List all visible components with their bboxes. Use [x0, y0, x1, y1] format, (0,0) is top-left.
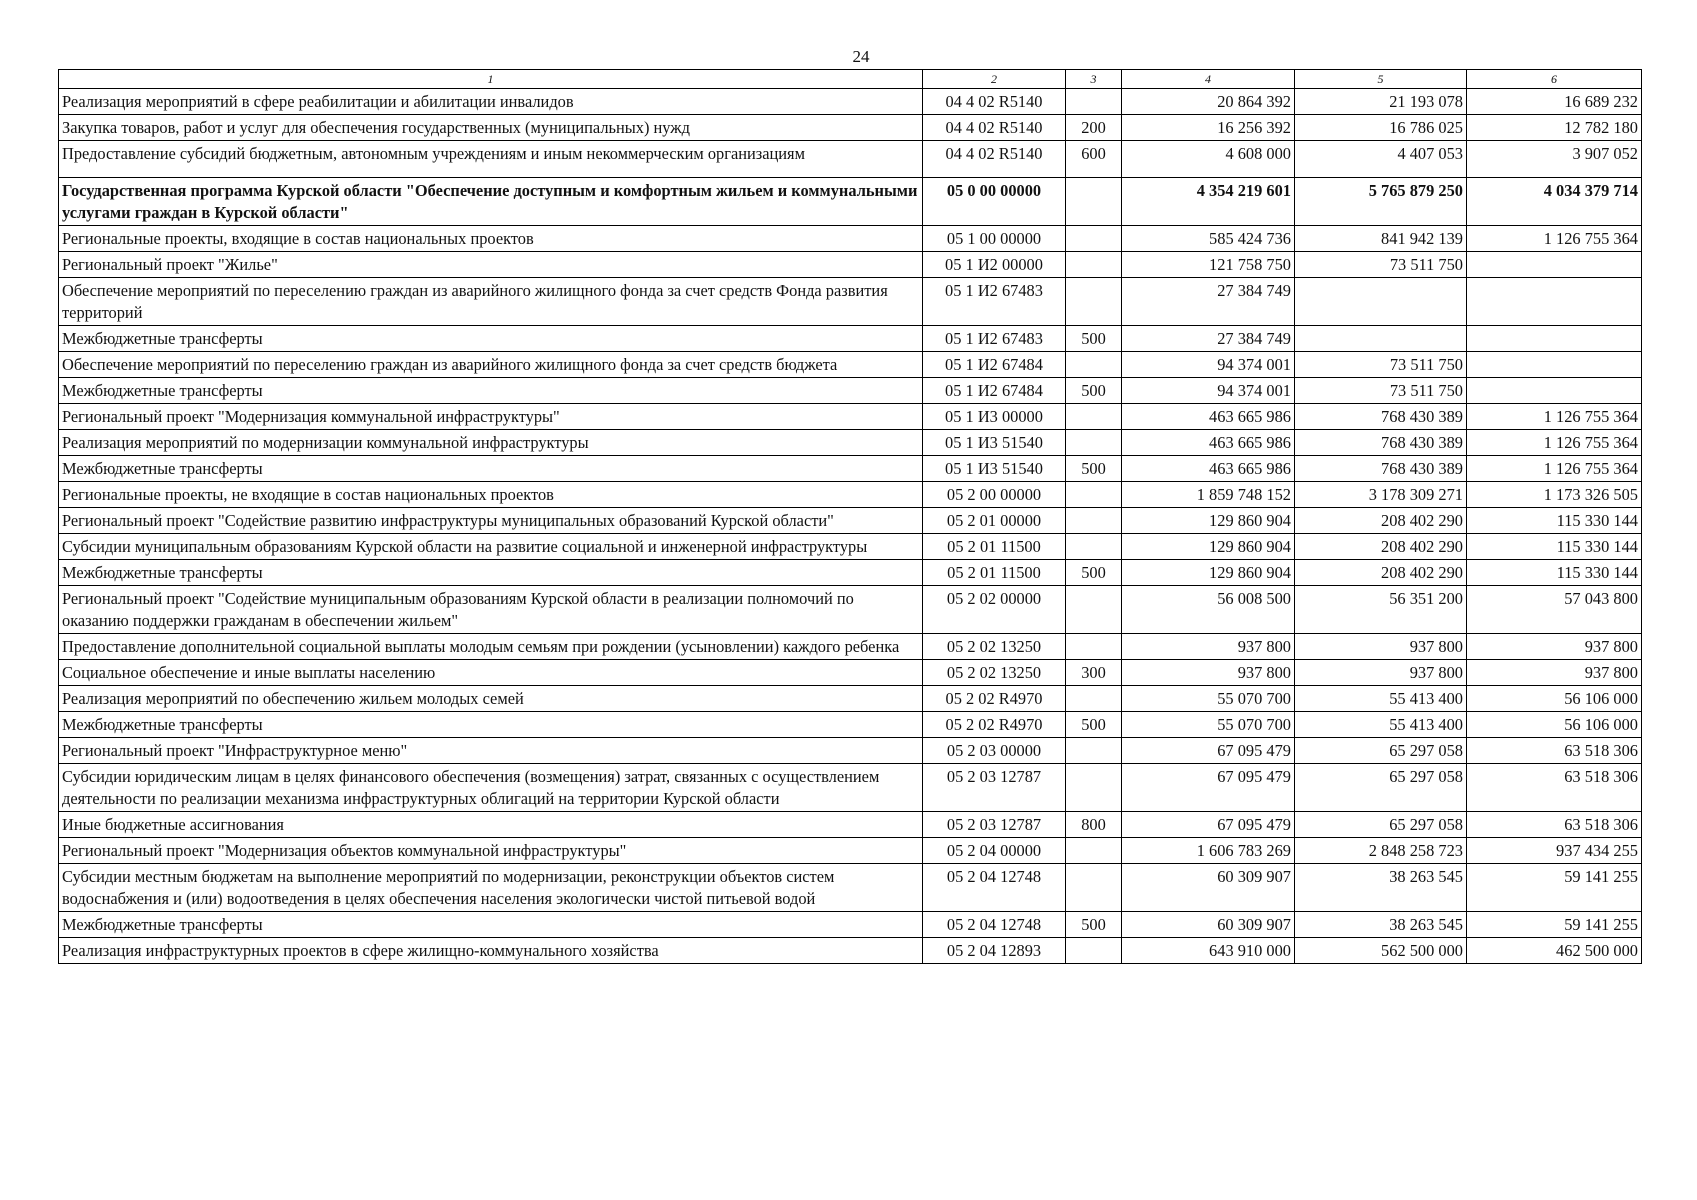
row-name-cell: Закупка товаров, работ и услуг для обеспечения государственных (муниципальных) нужд	[59, 115, 923, 141]
row-expense-type-cell: 500	[1066, 378, 1122, 404]
row-code-cell: 05 2 02 00000	[923, 586, 1066, 634]
table-row	[59, 430, 1642, 456]
row-expense-type-cell: 800	[1066, 812, 1122, 838]
column-number: 1	[59, 70, 923, 89]
row-amount-year2-cell	[1295, 326, 1467, 352]
column-number: 3	[1066, 70, 1122, 89]
row-code-cell: 05 1 И2 67484	[923, 352, 1066, 378]
row-amount-year2-cell: 73 511 750	[1295, 378, 1467, 404]
row-expense-type-cell: 300	[1066, 660, 1122, 686]
row-expense-type-cell	[1066, 864, 1122, 912]
row-code-cell: 05 2 04 12748	[923, 912, 1066, 938]
row-code-cell: 05 2 01 11500	[923, 534, 1066, 560]
row-amount-year2-cell: 208 402 290	[1295, 560, 1467, 586]
row-expense-type-cell	[1066, 508, 1122, 534]
row-amount-year2-cell: 65 297 058	[1295, 738, 1467, 764]
column-number-row	[59, 70, 1642, 89]
row-name-cell: Реализация мероприятий в сфере реабилитации и абилитации инвалидов	[59, 89, 923, 115]
table-row	[59, 456, 1642, 482]
table-row	[59, 764, 1642, 812]
row-amount-year1-cell: 55 070 700	[1122, 712, 1295, 738]
row-amount-year3-cell: 115 330 144	[1467, 534, 1642, 560]
row-amount-year1-cell: 585 424 736	[1122, 226, 1295, 252]
row-expense-type-cell	[1066, 686, 1122, 712]
row-name-cell: Обеспечение мероприятий по переселению граждан из аварийного жилищного фонда за счет средств Фонда развития территорий	[59, 278, 923, 326]
row-expense-type-cell	[1066, 482, 1122, 508]
row-name-cell: Региональные проекты, входящие в состав национальных проектов	[59, 226, 923, 252]
row-expense-type-cell	[1066, 404, 1122, 430]
row-amount-year2-cell: 5 765 879 250	[1295, 178, 1467, 226]
row-amount-year2-cell: 208 402 290	[1295, 508, 1467, 534]
row-code-cell: 05 2 02 13250	[923, 660, 1066, 686]
row-amount-year1-cell: 129 860 904	[1122, 560, 1295, 586]
row-expense-type-cell	[1066, 252, 1122, 278]
row-expense-type-cell: 500	[1066, 712, 1122, 738]
row-amount-year2-cell: 937 800	[1295, 634, 1467, 660]
row-amount-year3-cell: 16 689 232	[1467, 89, 1642, 115]
row-name-cell: Реализация мероприятий по модернизации коммунальной инфраструктуры	[59, 430, 923, 456]
table-row	[59, 404, 1642, 430]
row-amount-year2-cell: 38 263 545	[1295, 912, 1467, 938]
row-code-cell: 05 2 02 R4970	[923, 712, 1066, 738]
table-row	[59, 586, 1642, 634]
row-name-cell: Межбюджетные трансферты	[59, 326, 923, 352]
row-amount-year2-cell: 562 500 000	[1295, 938, 1467, 964]
row-expense-type-cell	[1066, 634, 1122, 660]
table-row	[59, 482, 1642, 508]
row-expense-type-cell	[1066, 226, 1122, 252]
table-row	[59, 738, 1642, 764]
row-expense-type-cell	[1066, 352, 1122, 378]
table-row	[59, 812, 1642, 838]
row-name-cell: Региональный проект "Модернизация объектов коммунальной инфраструктуры"	[59, 838, 923, 864]
row-amount-year2-cell: 21 193 078	[1295, 89, 1467, 115]
row-amount-year1-cell: 67 095 479	[1122, 764, 1295, 812]
row-amount-year2-cell: 937 800	[1295, 660, 1467, 686]
table-row	[59, 378, 1642, 404]
row-expense-type-cell	[1066, 178, 1122, 226]
table-row	[59, 838, 1642, 864]
row-amount-year3-cell: 63 518 306	[1467, 764, 1642, 812]
row-expense-type-cell	[1066, 738, 1122, 764]
row-amount-year1-cell: 463 665 986	[1122, 456, 1295, 482]
row-amount-year3-cell	[1467, 326, 1642, 352]
row-amount-year1-cell: 67 095 479	[1122, 738, 1295, 764]
row-amount-year3-cell	[1467, 352, 1642, 378]
row-amount-year1-cell: 27 384 749	[1122, 326, 1295, 352]
row-code-cell: 05 0 00 00000	[923, 178, 1066, 226]
table-row	[59, 660, 1642, 686]
row-amount-year1-cell: 463 665 986	[1122, 430, 1295, 456]
row-amount-year1-cell: 937 800	[1122, 660, 1295, 686]
row-amount-year2-cell: 2 848 258 723	[1295, 838, 1467, 864]
row-amount-year1-cell: 643 910 000	[1122, 938, 1295, 964]
table-row	[59, 326, 1642, 352]
row-code-cell: 05 2 03 12787	[923, 764, 1066, 812]
row-amount-year2-cell: 73 511 750	[1295, 252, 1467, 278]
row-amount-year3-cell: 937 434 255	[1467, 838, 1642, 864]
row-expense-type-cell: 200	[1066, 115, 1122, 141]
row-name-cell: Реализация инфраструктурных проектов в сфере жилищно-коммунального хозяйства	[59, 938, 923, 964]
row-amount-year1-cell: 94 374 001	[1122, 352, 1295, 378]
row-expense-type-cell	[1066, 89, 1122, 115]
row-amount-year2-cell: 16 786 025	[1295, 115, 1467, 141]
row-name-cell: Межбюджетные трансферты	[59, 712, 923, 738]
row-amount-year1-cell: 129 860 904	[1122, 534, 1295, 560]
row-amount-year1-cell: 1 859 748 152	[1122, 482, 1295, 508]
row-name-cell: Социальное обеспечение и иные выплаты населению	[59, 660, 923, 686]
row-expense-type-cell: 600	[1066, 141, 1122, 178]
row-name-cell: Региональный проект "Инфраструктурное меню"	[59, 738, 923, 764]
row-amount-year3-cell: 12 782 180	[1467, 115, 1642, 141]
row-amount-year2-cell	[1295, 278, 1467, 326]
row-code-cell: 05 1 И2 67483	[923, 326, 1066, 352]
page-number: 24	[852, 47, 870, 66]
row-amount-year3-cell: 937 800	[1467, 634, 1642, 660]
row-code-cell: 05 1 И2 67483	[923, 278, 1066, 326]
row-amount-year3-cell: 1 173 326 505	[1467, 482, 1642, 508]
row-amount-year2-cell: 768 430 389	[1295, 404, 1467, 430]
row-amount-year2-cell: 841 942 139	[1295, 226, 1467, 252]
row-amount-year2-cell: 55 413 400	[1295, 686, 1467, 712]
row-expense-type-cell	[1066, 278, 1122, 326]
row-expense-type-cell	[1066, 838, 1122, 864]
row-amount-year1-cell: 94 374 001	[1122, 378, 1295, 404]
row-amount-year2-cell: 65 297 058	[1295, 764, 1467, 812]
row-amount-year3-cell	[1467, 278, 1642, 326]
row-name-cell: Обеспечение мероприятий по переселению граждан из аварийного жилищного фонда за счет средств бюджета	[59, 352, 923, 378]
row-code-cell: 05 2 02 R4970	[923, 686, 1066, 712]
row-amount-year2-cell: 4 407 053	[1295, 141, 1467, 178]
row-amount-year1-cell: 27 384 749	[1122, 278, 1295, 326]
row-code-cell: 05 1 И3 51540	[923, 456, 1066, 482]
row-name-cell: Межбюджетные трансферты	[59, 378, 923, 404]
row-amount-year1-cell: 4 608 000	[1122, 141, 1295, 178]
row-name-cell: Региональный проект "Содействие муниципальным образованиям Курской области в реализации полномочий по оказанию поддержки гражданам в обеспечении жильем"	[59, 586, 923, 634]
column-number: 2	[923, 70, 1066, 89]
row-amount-year1-cell: 60 309 907	[1122, 864, 1295, 912]
row-amount-year1-cell: 129 860 904	[1122, 508, 1295, 534]
row-code-cell: 05 2 03 00000	[923, 738, 1066, 764]
row-amount-year3-cell: 1 126 755 364	[1467, 456, 1642, 482]
row-amount-year2-cell: 38 263 545	[1295, 864, 1467, 912]
table-row	[59, 864, 1642, 912]
table-row	[59, 352, 1642, 378]
row-amount-year3-cell: 937 800	[1467, 660, 1642, 686]
row-amount-year3-cell: 56 106 000	[1467, 712, 1642, 738]
row-expense-type-cell: 500	[1066, 912, 1122, 938]
row-amount-year1-cell: 463 665 986	[1122, 404, 1295, 430]
table-row	[59, 178, 1642, 226]
row-code-cell: 05 1 00 00000	[923, 226, 1066, 252]
table-row	[59, 560, 1642, 586]
row-code-cell: 05 2 02 13250	[923, 634, 1066, 660]
table-row	[59, 115, 1642, 141]
row-name-cell: Предоставление дополнительной социальной выплаты молодым семьям при рождении (усыновлении) каждого ребенка	[59, 634, 923, 660]
row-amount-year1-cell: 16 256 392	[1122, 115, 1295, 141]
row-amount-year2-cell: 55 413 400	[1295, 712, 1467, 738]
row-amount-year3-cell: 1 126 755 364	[1467, 430, 1642, 456]
row-expense-type-cell	[1066, 534, 1122, 560]
row-amount-year3-cell	[1467, 252, 1642, 278]
row-amount-year1-cell: 121 758 750	[1122, 252, 1295, 278]
row-amount-year3-cell: 59 141 255	[1467, 864, 1642, 912]
row-amount-year1-cell: 55 070 700	[1122, 686, 1295, 712]
row-code-cell: 05 2 04 12893	[923, 938, 1066, 964]
row-expense-type-cell	[1066, 938, 1122, 964]
row-amount-year1-cell: 60 309 907	[1122, 912, 1295, 938]
table-row	[59, 508, 1642, 534]
row-amount-year3-cell	[1467, 378, 1642, 404]
row-amount-year1-cell: 1 606 783 269	[1122, 838, 1295, 864]
row-amount-year2-cell: 73 511 750	[1295, 352, 1467, 378]
row-name-cell: Межбюджетные трансферты	[59, 456, 923, 482]
row-amount-year3-cell: 1 126 755 364	[1467, 226, 1642, 252]
row-expense-type-cell	[1066, 586, 1122, 634]
table-row	[59, 252, 1642, 278]
row-name-cell: Субсидии юридическим лицам в целях финансового обеспечения (возмещения) затрат, связанных с осуществлением деятельности по реализации механизма инфраструктурных облигаций на территории Курской области	[59, 764, 923, 812]
row-code-cell: 04 4 02 R5140	[923, 141, 1066, 178]
row-code-cell: 05 2 04 12748	[923, 864, 1066, 912]
row-name-cell: Региональный проект "Модернизация коммунальной инфраструктуры"	[59, 404, 923, 430]
budget-table	[58, 69, 1642, 964]
row-amount-year3-cell: 56 106 000	[1467, 686, 1642, 712]
table-row	[59, 278, 1642, 326]
row-code-cell: 05 2 00 00000	[923, 482, 1066, 508]
row-expense-type-cell	[1066, 764, 1122, 812]
row-code-cell: 05 2 01 11500	[923, 560, 1066, 586]
row-code-cell: 05 1 И2 67484	[923, 378, 1066, 404]
row-code-cell: 05 1 И3 00000	[923, 404, 1066, 430]
table-row	[59, 686, 1642, 712]
table-row	[59, 89, 1642, 115]
table-row	[59, 938, 1642, 964]
row-code-cell: 04 4 02 R5140	[923, 115, 1066, 141]
row-name-cell: Межбюджетные трансферты	[59, 912, 923, 938]
row-amount-year2-cell: 65 297 058	[1295, 812, 1467, 838]
row-amount-year3-cell: 115 330 144	[1467, 508, 1642, 534]
row-amount-year3-cell: 63 518 306	[1467, 738, 1642, 764]
row-amount-year1-cell: 67 095 479	[1122, 812, 1295, 838]
row-code-cell: 05 2 01 00000	[923, 508, 1066, 534]
row-code-cell: 05 2 04 00000	[923, 838, 1066, 864]
row-amount-year1-cell: 20 864 392	[1122, 89, 1295, 115]
table-row	[59, 226, 1642, 252]
row-amount-year3-cell: 115 330 144	[1467, 560, 1642, 586]
row-code-cell: 05 1 И2 00000	[923, 252, 1066, 278]
column-number: 5	[1295, 70, 1467, 89]
row-expense-type-cell: 500	[1066, 560, 1122, 586]
row-amount-year3-cell: 3 907 052	[1467, 141, 1642, 178]
row-name-cell: Межбюджетные трансферты	[59, 560, 923, 586]
row-name-cell: Региональные проекты, не входящие в состав национальных проектов	[59, 482, 923, 508]
row-amount-year3-cell: 1 126 755 364	[1467, 404, 1642, 430]
row-expense-type-cell: 500	[1066, 326, 1122, 352]
row-amount-year3-cell: 4 034 379 714	[1467, 178, 1642, 226]
row-amount-year3-cell: 59 141 255	[1467, 912, 1642, 938]
row-name-cell: Иные бюджетные ассигнования	[59, 812, 923, 838]
row-amount-year2-cell: 768 430 389	[1295, 456, 1467, 482]
row-amount-year1-cell: 56 008 500	[1122, 586, 1295, 634]
row-name-cell: Региональный проект "Содействие развитию инфраструктуры муниципальных образований Курской области"	[59, 508, 923, 534]
row-name-cell: Предоставление субсидий бюджетным, автономным учреждениям и иным некоммерческим организациям	[59, 141, 923, 178]
row-amount-year3-cell: 57 043 800	[1467, 586, 1642, 634]
row-amount-year3-cell: 462 500 000	[1467, 938, 1642, 964]
row-name-cell: Субсидии местным бюджетам на выполнение мероприятий по модернизации, реконструкции объектов систем водоснабжения и (или) водоотведения в целях обеспечения населения экологически чистой питьевой водой	[59, 864, 923, 912]
row-name-cell: Региональный проект "Жилье"	[59, 252, 923, 278]
row-amount-year2-cell: 768 430 389	[1295, 430, 1467, 456]
row-code-cell: 04 4 02 R5140	[923, 89, 1066, 115]
row-code-cell: 05 2 03 12787	[923, 812, 1066, 838]
row-name-cell: Государственная программа Курской области "Обеспечение доступным и комфортным жильем и коммунальными услугами граждан в Курской области"	[59, 178, 923, 226]
row-amount-year2-cell: 3 178 309 271	[1295, 482, 1467, 508]
column-number: 4	[1122, 70, 1295, 89]
row-code-cell: 05 1 И3 51540	[923, 430, 1066, 456]
table-row	[59, 712, 1642, 738]
row-amount-year3-cell: 63 518 306	[1467, 812, 1642, 838]
table-row	[59, 534, 1642, 560]
column-number: 6	[1467, 70, 1642, 89]
table-row	[59, 634, 1642, 660]
row-amount-year1-cell: 937 800	[1122, 634, 1295, 660]
row-name-cell: Субсидии муниципальным образованиям Курской области на развитие социальной и инженерной инфраструктуры	[59, 534, 923, 560]
table-row	[59, 912, 1642, 938]
row-amount-year2-cell: 208 402 290	[1295, 534, 1467, 560]
row-amount-year2-cell: 56 351 200	[1295, 586, 1467, 634]
row-expense-type-cell	[1066, 430, 1122, 456]
table-row	[59, 141, 1642, 178]
row-amount-year1-cell: 4 354 219 601	[1122, 178, 1295, 226]
row-expense-type-cell: 500	[1066, 456, 1122, 482]
row-name-cell: Реализация мероприятий по обеспечению жильем молодых семей	[59, 686, 923, 712]
